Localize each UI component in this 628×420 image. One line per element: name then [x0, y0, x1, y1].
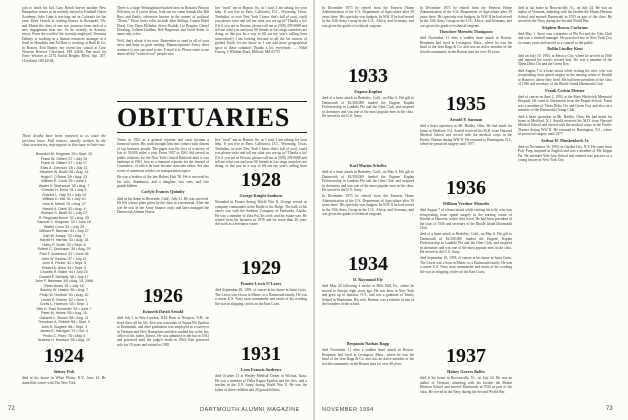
obit-text: died of cancer on June 2, 1993, at the Mary Hitchcock Memorial Hospital. He came to Dartmouth from the Peaple School. Frank was a member of Theta Delta Chi and Green Key and also on a member of the Dartmouth Outing Club. [518, 94, 612, 113]
death-list-entry: Philip W. Hurlburt '51 • Aug. 10 [39, 292, 89, 297]
death-list-entry: Robert A. Allen '44 • Sept. 3 [41, 265, 87, 270]
obit-text: Times in 1925 as a general reporter and soon became a financial writer. His work brought him into contact with dozens of top business people. The paper was the first of a survey of lots of 50,000 miles a year. From 1937 to 1961 Sid served as public relations for the New York Central Railroad until it was bankrupt in 1961, first as a financial reporter for the Journal of Commerce, of which he later became associate editor. Sid also wrote of numerous articles on transportation topics. [117, 138, 209, 173]
year-heading: 1928 [241, 169, 281, 191]
obit-1924 [22, 368, 106, 404]
death-list-entry: Andrew H. Knutson '93 • Aug. 19 [37, 338, 91, 343]
death-list-entry: Harry P. Smith '33 • Sept. 6 [42, 242, 86, 247]
obit-text: died on July 10, 1993, in Mexico City, where he arrived in 1946 and married the town's second lady. He was a member of the Theta Delta Chi and the Green Key. [518, 53, 612, 67]
obit-name: Eugene Kaplan [354, 89, 382, 94]
page-number-left: 72 [8, 406, 15, 412]
death-list-entry: Charles L. Hay '31 • July 14 [41, 192, 87, 197]
obit-1933-2 [322, 162, 414, 250]
obit-name: Arnold F. Sanman [449, 117, 483, 122]
obit-text: He was a brother of the late Robert Fish '30. He is survived by his wife, Stambness, and a daughter, two sons, and five grandchildren. [117, 175, 209, 189]
death-list-entry: Stephen W. Budd '28 • Aug. 14 [39, 170, 89, 175]
obit-text: In December 1973 he retired from the Farmers Home Administration of the U.S. Department of Agriculture after 39 years there. His specialty was budgets. In WW II he had served in the 15th Army Group in the U.S., Africa, and Germany, and was given the grade of technical sergeant. [322, 194, 414, 217]
death-list-entry: Peter Ames '51 • July 14 [44, 283, 84, 288]
year-heading: 1934 [348, 253, 388, 275]
obit-name: Rollin Lindley Kent [547, 46, 583, 52]
obit-1937 [420, 368, 512, 404]
footer-magazine-title: DARTMOUTH ALUMNI MAGAZINE [200, 407, 300, 413]
death-list-entry: Robert C. Dickinson '35 • Aug. 25 [37, 247, 91, 252]
obit-name: William Verdner Mourdis [442, 201, 490, 206]
obit-text: In December 1973 he retired from the Farmers Home Administration of the U.S. Department of Agriculture after 39 years there. His specialty was budgets. In WW II he had served in the 15th Army Group in the U.S., Africa, and Germany, and was given the grade of technical sergeant. [322, 6, 414, 28]
death-list-entry: Samuel C. Kingman '32 • June 16 [37, 220, 91, 225]
obit-text: died November 11 after a sudden heart attack in Boston. Benjamin had lived in Lexington, Mass., where he was the head of the firm Rapp & Co. and was an active member of the Jewish community in the Boston area for over 40 years. [322, 348, 414, 366]
obit-text: died of a heart attack in Berkeley, Calif., on May 6. His gift to Dartmouth of $2,500,000 funded the Eugene Kaplan Professorship in Lambda Phi and the Glen Club, and majored in chemistry and was one of the most popular men in the class. He served in the U.S. Army. [420, 232, 512, 255]
year-heading: 1937 [446, 345, 486, 367]
death-list-entry: Carl W. Knapp '33 • Aug. 7 [42, 233, 86, 238]
obit-text: died August 7 of a heart attack while visiting his wife, who was recuperating from spinal surgery in the nursing center of Kendal at Hanover, where they lived. He had been president of the class of 1936 and secretary of the Rhode Island Dartmouth Club. [518, 68, 612, 87]
obit-name: Frazier Lewis O'Leary [240, 281, 282, 286]
page-gutter [313, 0, 315, 420]
class-notes-column-2 [117, 6, 209, 98]
death-list-entry: James E. Harrigan '74 • Oct. 4 [39, 329, 89, 334]
obit-name: Halsey Graves Bolles [447, 369, 485, 374]
death-list-entry: Theodore A. Pribble '66 • Sept. 9 [37, 320, 91, 325]
death-list-entry: Curtis L. Harrison '53 • Sept. 1 [39, 302, 89, 307]
obit-text: died October 15 at Wesley Medical Center in Wichita, Kans. He was a member of Delta Kappa Epsilon and the Arts, and a teacher in the U.S. Army during World War II. He was the father of three children and 20 grandchildren. [215, 374, 307, 392]
death-list-entry: John S. Parker '42 • Sept. 5 [41, 261, 87, 266]
year-heading: 1929 [241, 257, 281, 279]
death-list-entry: John A. Merrill '31 • Aug. 27 [42, 202, 86, 207]
obit-text: died May 24 following a stroke at Hills Hill, Pa., where he moved to Europe eight years ago. He was born in New York and grew up in Jamaica, N.Y., and was a graduate of Trinity School in Manhattan. His wife, Bettina, was a relative of one of the founders of the school. [322, 284, 414, 307]
obit-text: Wounded in France during World War II, George served as company commander at the Battle of the Bulge. The bulk of his career was with the Sanborn Company of Fairbanks, Alaska. He was a member of Zeta Psi, his wife, and his estate was. He retired from his business in 1978 and for more than 20 years did work as a freelance writer. [215, 200, 307, 227]
death-list-entry: Harold H. Harriss '33 • Aug. 18 [39, 238, 89, 243]
class-notes-text: live "rural" me in Boston. So, as I said, I am asking for your help. If you live in Paris, California, D.C., Wyoming, Texas, Timbuktu, or over New York I know that's full of you), could you please write and tell me what you are up to? Thanks a lot! (Or if you are in Boston, please call me at (508) 478-0088 and tell me what you and your 90 friends in Las sings ourselves are doing, as this just be a way to fill out my year's calling from somewhere!) I am looking forward to all the far corners of grafted Earth, let me know so I can add more geographical spice to these columns! Thanks a lot, everybody. — Nihal Farooq, 1 Whittier Road, Milford, MA 01757 [215, 6, 307, 55]
section-rule [117, 132, 307, 133]
death-list-entry: Frank W. Gilbert '27 • July 19 [40, 156, 88, 161]
obit-text: died a heart operation in Mt. Hadley, Ohio. He had made his home at Medford, N.J. Arnold received his M.D. from Harvard Medical School and served with the medical corps in the Pacific Theater during WW II. He returned to Huntington, N.J., where he practiced surgery until 1977. [518, 114, 612, 137]
death-list-entry: Richard S. Beall '32 • July 27 [40, 211, 88, 216]
death-list-entry: Lester E. Ramer '52 • June 1 [41, 297, 87, 302]
death-list-entry: Walter V. Sherwood '30 • Aug. 7 [38, 183, 90, 188]
intro-text: These deaths have been reported to us since the previous issue. Full notices, usually written by the class secretaries, may appear in this issue or later one. [22, 134, 106, 148]
class-notes-column-1 [22, 6, 106, 134]
death-list-entry: Gardner L. Brown '58 • Aug. 11 [39, 315, 89, 320]
class-notes-text: Well, that's about it for now. Remember to send in all of your news and keep in good writing. Manuscriptions! Every other sentence is you can send to me. E-mail it to. Please write to me about all the "wicked cool" people who [117, 38, 209, 57]
deaths-list [22, 152, 106, 343]
obit-1933-intro [322, 6, 414, 62]
year-heading: 1924 [44, 345, 84, 367]
obit-text: died July 1 in New London, N.H. Born in Newport, N.H., he lived there all his life. Ken was a member of Sigma Phi Epsilon at Dartmouth, and after graduation was employed as a surveyor in Vermont and New Hampshire and then studied law at the law office of his father, Ernest. He was admitted to the bar in 1932 and practiced until the judge's death in 1964. Ken practiced solo for 19 years and retired in 1985. [117, 316, 209, 347]
obit-continued [215, 138, 307, 168]
section-title: OBITUARIES [117, 103, 291, 132]
year-heading: 1931 [241, 343, 281, 365]
death-list-entry: Hugh F. O'Brien '29 • Aug. 23 [40, 174, 88, 179]
obit-text: died at his home in Brownsville, Vt., on July 24. He was an author of Vermont, attending with his brother the Mount Hermon School and entered Dartmouth in 1933 as part of the class. He served in the Navy during the Second World War. [518, 6, 612, 24]
death-list-entry: Peter M. Helms '55 • Aug. 15 [41, 311, 87, 316]
obit-1934-2 [322, 340, 414, 404]
death-list-entry: Paul F. Anderson '37 • June 28 [39, 252, 89, 257]
footer-issue-date: NOVEMBER 1994 [322, 407, 374, 413]
death-list-entry: William D. Mix '31 • July 10 [42, 197, 86, 202]
year-heading: 1926 [143, 285, 183, 307]
death-list-entry: R. Reginald Burch '32 • Aug. 25 [38, 215, 90, 220]
death-list-entry: Donald F. McNally '46 • July 17 [39, 274, 89, 279]
obit-text: live "rural" me in Boston. So, as I said, I am asking for your help. If you live in Paris, California, D.C., Wyoming, Texas, Timbuktu, or over New York I know that's full of you), could you please write and tell me what you are up to? Thanks a lot! (Or if you are in Boston, please call me at (508) 478-0088 and tell me what you and your 90 friends in Las sings ourselves are doing, as this just be a way to fill out my year's calling from [215, 138, 307, 168]
obit-name: Kenneth David Arnold [142, 309, 184, 314]
obit-text: died May 1. Steve was a member of Phi Psi and the Glee Club and was a football manager. He practiced law in New York City for many years and served as a counsel to the public. [518, 32, 612, 45]
death-list-entry: Pedro C. Paez '76 • May 4 [42, 333, 86, 338]
obituaries-intro [22, 134, 106, 152]
year-heading: 1935 [446, 93, 486, 115]
death-list-entry: Stanley W. Haskin '51 • Aug. 7 [39, 288, 89, 293]
obit-text: died at his home in Brownsville, Vt., on July 24. He was an author of Vermont, attending with his brother the Mount Hermon School and entered Dartmouth in 1933 as part of the class. He served in the Navy during the Second World War. [420, 376, 512, 394]
obit-1929 [215, 280, 307, 340]
year-heading: 1936 [446, 177, 486, 199]
obit-name: Arthur H. Munkenbeck Jr. [540, 137, 590, 143]
obit-name: Carlyle Francis Quimby [141, 189, 185, 195]
death-list-entry: Charles R. Balch '44 • July 23 [40, 270, 88, 275]
death-list-entry: William R. Cook '29 • June 1 [41, 179, 87, 184]
obit-1931 [215, 366, 307, 404]
obit-1928 [215, 192, 307, 254]
obit-text: died a heart operation in Mt. Hadley, Ohio. He had made his home at Medford, N.J. Arnold received his M.D. from Harvard Medical School and served with the medical corps in the Pacific Theater during WW II. He returned to Huntington, N.J., where he practiced surgery until 1977. [420, 124, 512, 147]
obit-text: died August 7 of a heart attack while visiting his wife, who was recuperating from spinal surgery in the nursing center of Kendal at Hanover, where they lived. He had been president of the class of 1936 and secretary of the Rhode Island Dartmouth Club. [420, 208, 512, 231]
obit-1934 [322, 276, 414, 338]
class-notes-column-3 [215, 6, 307, 98]
obit-text: died at his home in Riverside, Calif., July 31. He was survived. He left a brass plate given by the class as a memorial. After the war he was in the Army finance corps and later managed the Dartmouth Alumni House. [117, 196, 209, 215]
obit-name: Leon Francis Andrews [240, 367, 282, 372]
obit-1926 [117, 308, 209, 404]
obit-column-right [518, 6, 612, 404]
obit-text: In December 1973 he retired from the Farmers Home Administration of the U.S. Department of Agriculture after 39 years there. His specialty was budgets. In WW II he had served in the 15th Army Group in the U.S., Africa, and Germany, and was given the grade of technical sergeant. [420, 6, 512, 28]
obit-name: Karl Martin Schelbe [349, 163, 387, 168]
obit-text: died of a heart attack in Berkeley, Calif., on May 6. His gift to Dartmouth of $2,500,000 funded the Eugene Kaplan Professorship in Lambda Phi and the Glen Club, and majored in chemistry and was one of the most popular men in the class. He served in the U.S. Army. [322, 170, 414, 193]
death-list-entry: Walter Conn '33 • July 29 [43, 224, 85, 229]
year-heading: 1933 [348, 65, 388, 87]
obit-column-left [117, 138, 209, 264]
obit-name: Benjamin Nathan Rapp [346, 341, 390, 346]
obit-name: Frank Corbin Meister [545, 87, 585, 93]
obit-1933-3 [420, 6, 512, 86]
obit-text: died September 29, 1993, of cancer at his home in Saint Croix. The Lewis was a born in Maine, to a Dartmouth family. He was a career U.S. Navy man commander and much of his working life was in shipping circles on the East Coast. [420, 256, 512, 274]
death-list-entry: Frank M. Gilbert '27 • July 17 [40, 161, 88, 166]
obit-1936 [420, 200, 512, 344]
obit-name: George Knight Sanborn [239, 193, 283, 198]
obit-1935 [420, 116, 512, 176]
death-list-entry: Benedict M. Kingman '26 • Sept. 20 [35, 152, 93, 156]
obit-name: Stephen Brown Cochrane [542, 24, 588, 30]
obit-name: D. Raymond Ely [353, 277, 383, 282]
obit-text: died at his house in White Plains, N.Y., June 14. He started his career with The New York [22, 376, 106, 385]
obit-name: Theodore Meruelo Thompson [439, 29, 493, 35]
death-list-entry: Harold A. Diehl '32 • Aug. 4 [42, 206, 86, 211]
obit-name: Sidney Fish [53, 369, 75, 374]
obit-text: died September 29, 1993, of cancer at his home in Saint Croix. The Lewis was a born in Maine, to a Dartmouth family. He was a career U.S. Navy man commander and much of his working life was in shipping circles on the East Coast. [215, 288, 307, 306]
page-number-right: 73 [606, 406, 613, 412]
obit-text: died of a heart attack in Berkeley, Calif., on May 6. His gift to Dartmouth of $2,500,000 funded the Eugene Kaplan Professorship in Lambda Phi and the Glen Club, and majored in chemistry and was one of the most popular men in the class. He served in the U.S. Army. [322, 96, 414, 119]
death-list-entry: John H. Bugbee '68 • Sept. 3 [40, 324, 88, 329]
obit-text: died on November 16, 1993, in Garden City, N.Y. He came from Poly Prep, majored in English and was a member of Phi Kappa Psi. He attended Yale Law School and entered into practice as a young lawyer in New York City. [518, 144, 612, 163]
death-list-entry: Chester H. Ernst '31 • July 9 [41, 188, 87, 193]
death-list-entry: John P. Newman '49 • Aug. 15, 1998 [34, 279, 94, 284]
section-rule [117, 101, 307, 102]
death-list-entry: William P. Norman '33 • July 27 [39, 229, 89, 234]
class-notes-text: There is a large Westinghouse-backed area in Boston's Beacon Hill area, so if you're down, look out for some friends like Bill Rust and Emily, otherwise known in the names of political "Dorm." Those lucky folks include John Stirling, Caspar Hotel Doral, Grrr, Dave McIndoe, Steve Doulde, Liz Bragner, Cheryl Doraling, Colleen Lindbus, Deb Hagstrom, and Geoff Sethe, to name only a few. [117, 6, 209, 37]
death-list-entry: Elias A. Johnson '28 • July 21 [40, 165, 88, 170]
death-list-entry: Otto K. Paul Schueller '55 • June 7 [36, 306, 92, 311]
obit-1933 [322, 88, 414, 160]
class-notes-text: join to teach his kid. Cary Rosch braves another New Hampshire winter as he recently moved to Kimball Union Academy; Julie Lane is teaching out in Colorado for the year; Dave Ostroff is crafting history in Rowaudd, VA; and Mount the class of one two journeys from each of a new engagement hear me. As he sweetly, in Scooter, envys. From the world of the recently employed, Veronica Dahney is working as a human resources manager at a hotel in Honolulu and Ed Hart is working at Bath & Co. in Boston. Erin Hanley her recent law school at Case Western Reserve Cleveland, OH 44106. Fan mail for Ernie Witcher at 2174 Euclid Heights Blvd., Apt. 207, Cleveland, OH 44106. [22, 6, 106, 63]
obit-text: died November 11 after a sudden heart attack in Boston. Benjamin had lived in Lexington, Mass., where he was the head of the firm Rapp & Co. and was an active member of the Jewish community in the Boston area for over 40 years. [420, 36, 512, 54]
death-list-entry: John W. Barlow '37 • July 21 [41, 256, 87, 261]
